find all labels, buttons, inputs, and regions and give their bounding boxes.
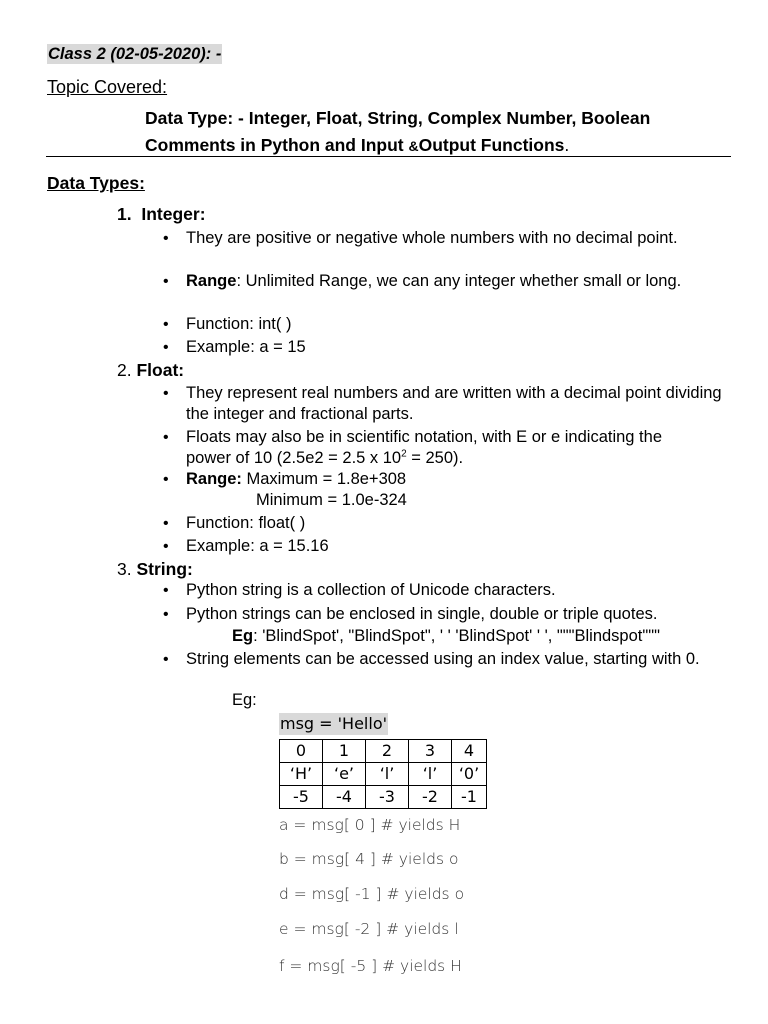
table-cell: 1: [323, 740, 366, 763]
bullet-icon: •: [163, 471, 169, 488]
bullet-icon: •: [163, 230, 169, 247]
topics-line-2-b: Output Functions: [418, 135, 565, 155]
class-title: Class 2 (02-05-2020): -: [48, 45, 222, 63]
code-line-d: d = msg[ -1 ] # yields o: [279, 885, 465, 903]
table-cell: 2: [366, 740, 409, 763]
table-cell: ‘0’: [452, 763, 487, 786]
bullet-icon: •: [163, 385, 169, 402]
bullet-icon: •: [163, 316, 169, 333]
string-eg-text: : 'BlindSpot', "BlindSpot", ' ' 'BlindSpot' ' ', """Blindspot""": [253, 627, 660, 645]
table-cell: ‘l’: [409, 763, 452, 786]
code-line-b: b = msg[ 4 ] # yields o: [279, 850, 459, 868]
table-cell: -5: [280, 786, 323, 809]
float-range-label: Range:: [186, 470, 242, 488]
table-row: [280, 740, 487, 763]
code-line-a: a = msg[ 0 ] # yields H: [279, 816, 461, 834]
table-cell: -2: [409, 786, 452, 809]
bullet-icon: •: [163, 515, 169, 532]
string-bullet-1: Python string is a collection of Unicode characters.: [186, 581, 556, 599]
table-cell: -3: [366, 786, 409, 809]
bullet-icon: •: [163, 538, 169, 555]
integer-bullet-4: Example: a = 15: [186, 338, 306, 356]
float-bullet-3: [186, 469, 726, 490]
string-eg-label: Eg: [232, 627, 254, 645]
code-line-f: f = msg[ -5 ] # yields H: [279, 957, 462, 975]
string-eg: Eg:: [232, 691, 257, 709]
table-cell: 4: [452, 740, 487, 763]
integer-heading: [117, 203, 206, 225]
table-cell: ‘e’: [323, 763, 366, 786]
float-number: 2.: [117, 360, 132, 380]
integer-title: Integer:: [141, 204, 206, 224]
topics-line-2-a: Comments in Python and Input: [145, 135, 409, 155]
integer-bullet-1: They are positive or negative whole numbers with no decimal point.: [186, 229, 678, 247]
table-row: [280, 763, 487, 786]
table-cell: 0: [280, 740, 323, 763]
bullet-icon: •: [163, 651, 169, 668]
section-title: Data Types:: [47, 173, 145, 193]
string-title: String:: [136, 559, 193, 579]
divider: [46, 156, 731, 157]
string-bullet-3: String elements can be accessed using an index value, starting with 0.: [186, 650, 700, 668]
float-power-a: power of 10 (2.5e2 = 2.5 x 10: [186, 449, 402, 467]
bullet-icon: •: [163, 582, 169, 599]
float-heading: [117, 359, 184, 381]
topics-line-2-amp: &: [408, 138, 419, 154]
float-bullet-5: Example: a = 15.16: [186, 537, 329, 555]
float-range-max: Maximum = 1.8e+308: [241, 470, 407, 488]
topics-line-2-dot: .: [564, 135, 570, 155]
code-line-e: e = msg[ -2 ] # yields l: [279, 920, 459, 938]
integer-bullet-3: Function: int( ): [186, 315, 292, 333]
table-row: [280, 786, 487, 809]
float-bullet-1: They represent real numbers and are written with a decimal point dividing the integer and fractional parts.: [186, 384, 722, 423]
float-bullet-2-line-1: Floats may also be in scientific notation, with E or e indicating the: [186, 428, 662, 446]
topics-line-1: Data Type: - Integer, Float, String, Complex Number, Boolean: [145, 108, 651, 128]
integer-range-label: Range: [186, 272, 237, 290]
topics-line-2: [145, 134, 569, 157]
float-bullet-4: Function: float( ): [186, 514, 306, 532]
bullet-icon: •: [163, 339, 169, 356]
float-range-min: Minimum = 1.0e-324: [256, 491, 407, 509]
bullet-icon: •: [163, 273, 169, 290]
float-power-b: = 250).: [406, 449, 464, 467]
string-number: 3.: [117, 559, 132, 579]
string-quotes-example: [232, 626, 660, 646]
index-table: [279, 739, 487, 809]
table-cell: ‘H’: [280, 763, 323, 786]
string-bullet-2: Python strings can be enclosed in single, double or triple quotes.: [186, 605, 658, 623]
table-cell: -1: [452, 786, 487, 809]
topic-covered-label: Topic Covered:: [47, 77, 168, 97]
table-cell: 3: [409, 740, 452, 763]
float-power-sup: 2: [401, 448, 407, 460]
integer-number: 1.: [117, 204, 132, 224]
float-bullet-2-line-2: [186, 448, 726, 469]
integer-range-text: : Unlimited Range, we can any integer whether small or long.: [236, 272, 682, 290]
msg-assignment: msg = 'Hello': [280, 714, 388, 733]
string-heading: [117, 558, 193, 580]
table-cell: ‘l’: [366, 763, 409, 786]
bullet-icon: •: [163, 429, 169, 446]
bullet-icon: •: [163, 606, 169, 623]
table-cell: -4: [323, 786, 366, 809]
float-title: Float:: [136, 360, 185, 380]
integer-bullet-2: [186, 271, 726, 292]
